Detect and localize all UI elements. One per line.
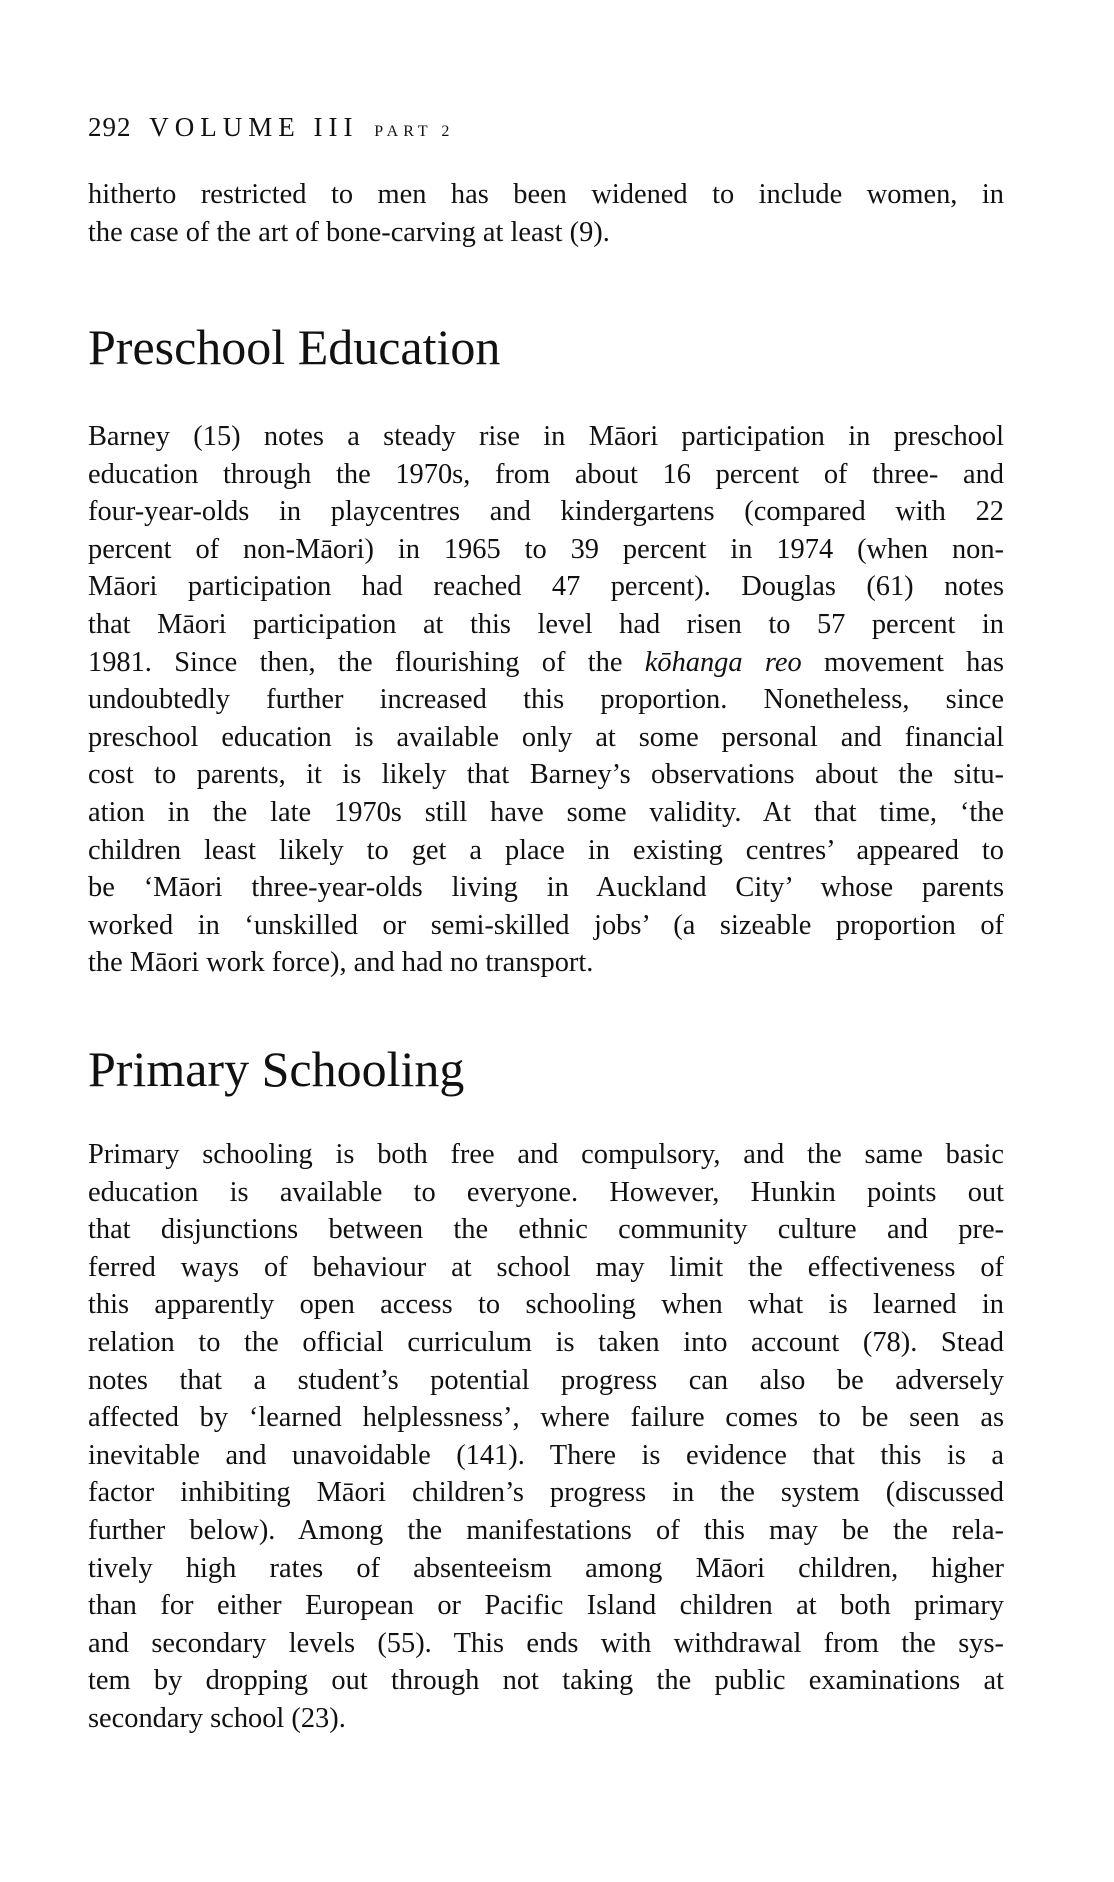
text-line-with-italic bbox=[88, 644, 1004, 682]
text-line: worked in ‘unskilled or semi-skilled jobs’ (a sizeable proportion of bbox=[88, 909, 1004, 941]
text-line: secondary school (23). bbox=[88, 1702, 346, 1734]
italic-term: kōhanga reo bbox=[644, 646, 802, 678]
text-line: inevitable and unavoidable (141). There is evidence that this is a bbox=[88, 1439, 1004, 1471]
preschool-paragraph bbox=[88, 418, 1004, 982]
text-line: education through the 1970s, from about 16 percent of three- and bbox=[88, 458, 1004, 490]
text-line: tively high rates of absenteeism among Māori children, higher bbox=[88, 1552, 1004, 1584]
text-segment: 1981. Since then, the flourishing of the bbox=[88, 646, 645, 678]
text-line: the Māori work force), and had no transport. bbox=[88, 947, 594, 979]
text-line: Māori participation had reached 47 percent). Douglas (61) notes bbox=[88, 571, 1004, 603]
primary-paragraph bbox=[88, 1136, 1004, 1738]
part-label: PART 2 bbox=[374, 123, 455, 140]
text-line: that disjunctions between the ethnic community culture and pre- bbox=[88, 1214, 1004, 1246]
text-line: further below). Among the manifestations of this may be the rela- bbox=[88, 1514, 1004, 1546]
text-line: children least likely to get a place in existing centres’ appeared to bbox=[88, 834, 1004, 866]
text-line: percent of non-Māori) in 1965 to 39 percent in 1974 (when non- bbox=[88, 533, 1004, 565]
text-line: be ‘Māori three-year-olds living in Auckland City’ whose parents bbox=[88, 872, 1004, 904]
text-line: four-year-olds in playcentres and kindergartens (compared with 22 bbox=[88, 496, 1004, 528]
text-line: than for either European or Pacific Island children at both primary bbox=[88, 1590, 1004, 1622]
text-line: Primary schooling is both free and compulsory, and the same basic bbox=[88, 1139, 1004, 1170]
running-head bbox=[88, 112, 454, 143]
text-line: relation to the official curriculum is taken into account (78). Stead bbox=[88, 1326, 1004, 1358]
text-line: cost to parents, it is likely that Barney’s observations about the situ- bbox=[88, 759, 1004, 791]
text-line: that Māori participation at this level had risen to 57 percent in bbox=[88, 608, 1004, 640]
text-line: hitherto restricted to men has been widened to include women, in bbox=[88, 179, 1004, 210]
section-heading-primary: Primary Schooling bbox=[88, 1041, 465, 1097]
volume-label: VOLUME III bbox=[149, 112, 359, 142]
text-line: notes that a student’s potential progress can also be adversely bbox=[88, 1364, 1004, 1396]
text-line: Barney (15) notes a steady rise in Māori participation in preschool bbox=[88, 421, 1004, 452]
text-line: factor inhibiting Māori children’s progress in the system (discussed bbox=[88, 1477, 1004, 1509]
intro-paragraph bbox=[88, 176, 1004, 251]
text-line: education is available to everyone. However, Hunkin points out bbox=[88, 1176, 1004, 1208]
page-number: 292 bbox=[88, 112, 132, 142]
text-line: affected by ‘learned helplessness’, where failure comes to be seen as bbox=[88, 1402, 1004, 1434]
text-line: ation in the late 1970s still have some validity. At that time, ‘the bbox=[88, 796, 1004, 828]
text-line: ferred ways of behaviour at school may limit the effectiveness of bbox=[88, 1251, 1004, 1283]
text-segment: movement has bbox=[801, 646, 1004, 678]
text-line: this apparently open access to schooling when what is learned in bbox=[88, 1289, 1004, 1321]
text-line: the case of the art of bone-carving at least (9). bbox=[88, 216, 610, 248]
text-line: undoubtedly further increased this proportion. Nonetheless, since bbox=[88, 684, 1004, 716]
text-line: and secondary levels (55). This ends with withdrawal from the sys- bbox=[88, 1627, 1004, 1659]
text-line: tem by dropping out through not taking the public examinations at bbox=[88, 1665, 1004, 1697]
section-heading-preschool: Preschool Education bbox=[88, 319, 501, 375]
text-line: preschool education is available only at some personal and financial bbox=[88, 721, 1004, 753]
